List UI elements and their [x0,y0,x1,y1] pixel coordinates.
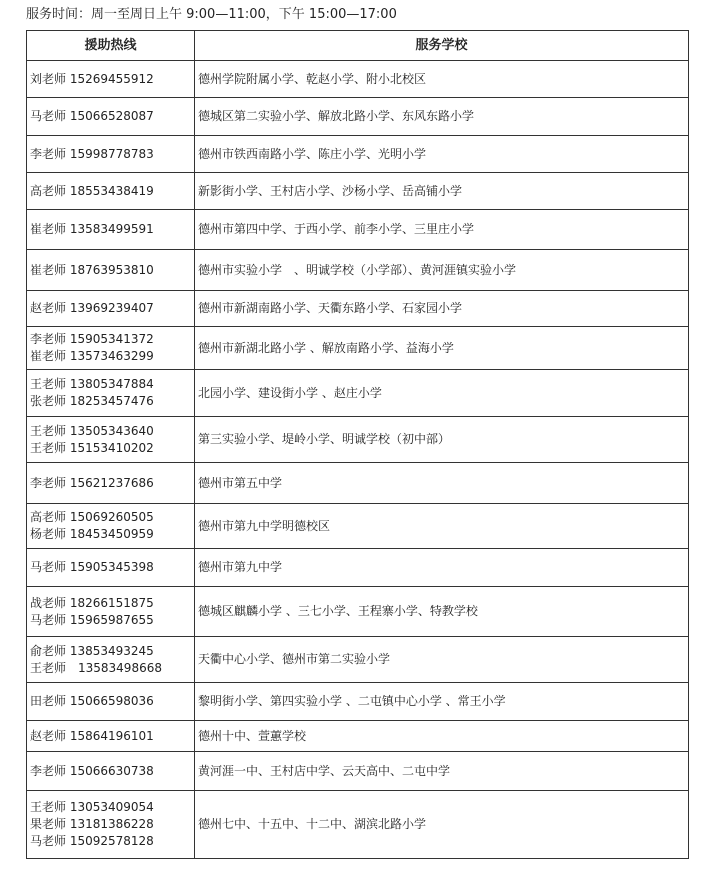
hotline-cell [27,327,195,370]
hotline-cell [27,587,195,637]
hotline-cell [27,721,195,752]
hotline-cell [27,752,195,791]
schools-cell: 德州市实验小学 、明诚学校（小学部）、黄河涯镇实验小学 [195,250,689,291]
hotline-cell [27,463,195,504]
schools-cell: 德州市第四中学、于西小学、前李小学、三里庄小学 [195,210,689,250]
schools-cell: 德州七中、十五中、十二中、湖滨北路小学 [195,791,689,859]
hotline-cell [27,210,195,250]
table-header-row [27,31,689,61]
schools-cell: 德州市新湖南路小学、天衢东路小学、石家园小学 [195,291,689,327]
hotline-cell [27,61,195,98]
table-row [27,327,689,370]
hotline-contact: 赵老师 13969239407 [30,301,154,315]
hotline-cell [27,683,195,721]
hotline-contact: 崔老师 18763953810 [30,262,154,277]
table-row [27,173,689,210]
schools-cell: 德州十中、萱蕙学校 [195,721,689,752]
table-body [27,61,689,859]
table-row [27,61,689,98]
hotline-cell [27,791,195,859]
table-row [27,549,689,587]
schools-cell: 德城区第二实验小学、解放北路小学、东风东路小学 [195,98,689,136]
schools-cell: 德州市第九中学明德校区 [195,504,689,549]
table-row [27,463,689,504]
hotline-contact: 俞老师 13853493245 [30,643,154,658]
table-row [27,791,689,859]
hotline-contact: 崔老师 13583499591 [30,222,154,236]
schools-cell: 北园小学、建设街小学 、赵庄小学 [195,370,689,417]
table-row [27,504,689,549]
hotline-contact: 杨老师 18453450959 [30,527,154,541]
hotline-contact: 高老师 15069260505 [30,510,154,524]
table-row [27,210,689,250]
hotline-cell [27,250,195,291]
hotline-cell [27,98,195,136]
schools-cell: 德州市铁西南路小学、陈庄小学、光明小学 [195,136,689,173]
hotline-contact: 王老师 13505343640 [30,423,154,438]
table-row [27,721,689,752]
hotline-cell [27,637,195,683]
schools-cell: 德州市新湖北路小学 、解放南路小学、益海小学 [195,327,689,370]
table-row [27,98,689,136]
hotline-cell [27,173,195,210]
hotline-contact: 李老师 15998778783 [30,146,154,161]
table-row [27,683,689,721]
schools-cell: 天衢中心小学、德州市第二实验小学 [195,637,689,683]
hotline-cell [27,504,195,549]
schools-cell: 黄河涯一中、王村店中学、云天高中、二屯中学 [195,752,689,791]
service-time-note: 服务时间：周一至周日上午 9:00—11:00，下午 15:00—17:00 [26,7,397,22]
hotline-contact: 李老师 15066630738 [30,763,154,778]
header-hotline: 援助热线 [27,31,195,61]
table-row [27,291,689,327]
hotline-contact: 战老师 18266151875 [30,595,154,610]
schools-cell: 德州市第九中学 [195,549,689,587]
table-row [27,136,689,173]
header-schools: 服务学校 [195,31,689,61]
schools-cell: 黎明街小学、第四实验小学 、二屯镇中心小学 、常王小学 [195,683,689,721]
table-row [27,370,689,417]
hotline-contact: 马老师 15066528087 [30,109,154,123]
hotline-contact: 李老师 15905341372 [30,332,154,346]
hotline-table [26,30,689,859]
hotline-contact: 王老师 15153410202 [30,440,154,455]
hotline-cell [27,136,195,173]
hotline-contact: 崔老师 13573463299 [30,349,154,363]
hotline-contact: 张老师 18253457476 [30,394,154,408]
hotline-cell [27,291,195,327]
schools-cell: 德城区麒麟小学 、三七小学、王程寨小学、特教学校 [195,587,689,637]
table-row [27,637,689,683]
table-row [27,250,689,291]
table-row [27,417,689,463]
hotline-contact: 王老师 13583498668 [30,660,162,675]
hotline-contact: 赵老师 15864196101 [30,728,154,743]
table-row [27,587,689,637]
schools-cell: 德州市第五中学 [195,463,689,504]
hotline-contact: 王老师 13053409054 [30,800,154,814]
table-row [27,752,689,791]
hotline-contact: 刘老师 15269455912 [30,71,154,86]
hotline-contact: 高老师 18553438419 [30,183,154,198]
hotline-contact: 马老师 15965987655 [30,612,154,627]
schools-cell: 第三实验小学、堤岭小学、明诚学校（初中部） [195,417,689,463]
hotline-cell [27,370,195,417]
schools-cell: 德州学院附属小学、乾赵小学、附小北校区 [195,61,689,98]
hotline-cell [27,417,195,463]
hotline-contact: 马老师 15092578128 [30,834,154,848]
hotline-cell [27,549,195,587]
schools-cell: 新影街小学、王村店小学、沙杨小学、岳高铺小学 [195,173,689,210]
hotline-contact: 王老师 13805347884 [30,377,154,391]
hotline-contact: 马老师 15905345398 [30,560,154,574]
hotline-contact: 田老师 15066598036 [30,694,154,708]
hotline-contact: 李老师 15621237686 [30,475,154,490]
hotline-contact: 果老师 13181386228 [30,817,154,831]
